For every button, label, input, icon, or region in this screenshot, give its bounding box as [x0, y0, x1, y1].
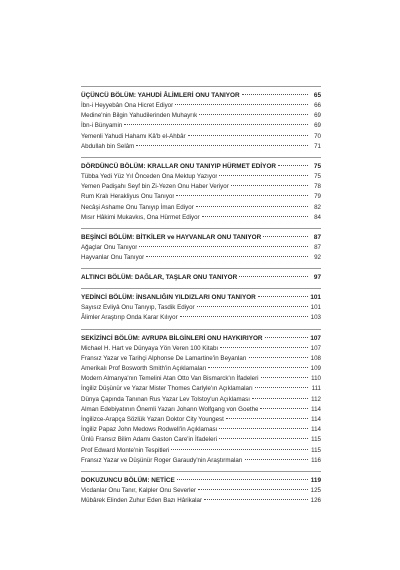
page-number: 75: [313, 162, 321, 170]
dot-leader: [239, 276, 308, 277]
page-number: 65: [313, 92, 321, 99]
toc-entry: [81, 435, 321, 445]
chapter-heading: [81, 161, 321, 172]
dot-leader: [255, 387, 308, 388]
dot-leader: [146, 256, 308, 257]
entry-title: Mısır Hâkimi Mukavkıs, Ona Hürmet Ediyor: [81, 213, 200, 221]
page-number: 71: [314, 142, 321, 150]
page-number: 79: [314, 193, 321, 201]
chapter-title: ALTINCI BÖLÜM: DAĞLAR, TAŞLAR ONU TANIYOR: [81, 274, 238, 282]
dot-leader: [175, 104, 308, 105]
page-number: 109: [310, 365, 321, 372]
dot-leader: [139, 246, 308, 247]
chapter-title: ÜÇÜNCÜ BÖLÜM: YAHUDİ ÂLİMLERİ ONU TANIYOR: [81, 92, 240, 99]
toc-entry: [81, 253, 321, 263]
toc-entry: [81, 364, 321, 374]
toc-entry: [81, 132, 321, 142]
dot-leader: [197, 306, 308, 307]
chapter-title: DÖRDÜNCÜ BÖLÜM: KRALLAR ONU TANIYIP HÜRMET EDİYOR: [81, 162, 277, 170]
page-number: 87: [314, 243, 321, 251]
entry-title: Ağaçlar Onu Tanıyor: [81, 243, 138, 251]
dot-leader: [136, 145, 308, 146]
toc-entry: [81, 142, 321, 152]
toc-entry: [81, 354, 321, 364]
chapter-title: DOKUZUNCU BÖLÜM: NETİCE: [81, 476, 175, 484]
page-number: 125: [310, 486, 321, 494]
toc-entry: [81, 425, 321, 435]
dot-leader: [263, 236, 308, 237]
dot-leader: [124, 124, 308, 125]
dot-leader: [204, 499, 308, 500]
chapter-heading: [81, 333, 321, 344]
toc-entry: [81, 172, 321, 182]
toc-entry: [81, 374, 321, 384]
entry-title: İngiliz Düşünür ve Yazar Mister Thomes Carlyle'ın Açıklamaları: [81, 385, 253, 393]
page-number: 115: [311, 436, 321, 444]
entry-title: Fransız Yazar ve Tarihçi Alphonse De Lamartine'in Beyanları: [81, 354, 247, 362]
toc-section: [81, 268, 321, 283]
chapter-title: SEKİZİNCİ BÖLÜM: AVRUPA BİLGİNLERİ ONU HAYKIRIYOR: [81, 334, 263, 342]
toc-section: [81, 329, 321, 466]
dot-leader: [278, 165, 308, 166]
entry-title: Alman Edebiyatının Önemli Yazarı Johann Wolfgang von Goethe: [81, 405, 259, 413]
dot-leader: [208, 367, 308, 368]
toc-section: [81, 228, 321, 263]
toc-entry: [81, 121, 321, 131]
dot-leader: [202, 216, 308, 217]
toc-section: [81, 86, 321, 152]
dot-leader: [177, 479, 308, 480]
toc-entry: [81, 303, 321, 313]
dot-leader: [231, 185, 308, 186]
toc-entry: [81, 415, 321, 425]
chapter-heading: [81, 272, 321, 283]
toc-entry: [81, 213, 321, 223]
toc-entry: [81, 243, 321, 253]
entry-title: Tübba Yedi Yüz Yıl Önceden Ona Mektup Yazıyor: [81, 172, 218, 180]
toc-entry: [81, 101, 321, 111]
page-number: 108: [310, 354, 321, 362]
toc-entry: [81, 486, 321, 496]
page-number: 78: [314, 183, 321, 191]
dot-leader: [261, 377, 308, 378]
toc-entry: [81, 405, 321, 415]
dot-leader: [199, 114, 308, 115]
chapter-heading: [81, 90, 321, 101]
page-number: 126: [310, 497, 321, 505]
page-number: 111: [311, 385, 321, 393]
chapter-heading: [81, 292, 321, 303]
entry-title: Sayısız Evliyâ Onu Tanıyıp, Tasdik Ediyor: [81, 304, 195, 312]
chapter-heading: [81, 232, 321, 243]
toc-entry: [81, 384, 321, 394]
dot-leader: [252, 398, 308, 399]
entry-title: Rum Kralı Herakliyus Onu Tanıyor: [81, 193, 175, 201]
entry-title: İngilizce-Arapça Sözlük Yazarı Doktor City Youngest: [81, 415, 224, 423]
toc-entry: [81, 446, 321, 456]
entry-title: Mübârek Elinden Zuhur Eden Bazı Hârikalar: [81, 497, 203, 505]
page-number: 107: [310, 344, 321, 352]
chapter-title: BEŞİNCİ BÖLÜM: BİTKİLER ve HAYVANLAR ONU TANIYOR: [81, 233, 262, 241]
dot-leader: [220, 347, 308, 348]
page-number: 112: [311, 395, 321, 403]
dot-leader: [219, 438, 308, 439]
page-number: 82: [314, 203, 321, 211]
dot-leader: [180, 316, 308, 317]
page-number: 66: [314, 102, 321, 109]
page-number: 119: [310, 476, 321, 484]
page-number: 75: [314, 172, 321, 180]
entry-title: Yemenli Yahudi Hahamı Kâ'b el-Ahbâr: [81, 132, 186, 140]
toc-section: [81, 471, 321, 506]
dot-leader: [196, 206, 308, 207]
toc-entry: [81, 111, 321, 121]
entry-title: Ünlü Fransız Bilim Adamı Gaston Care'in İfadeleri: [81, 436, 217, 444]
page-number: 116: [311, 456, 321, 464]
entry-title: Vicdanlar Onu Tanır, Kalpler Onu Severler: [81, 486, 196, 494]
entry-title: Fransız Yazar ve Düşünür Roger Garaudy'nin Araştırmaları: [81, 456, 243, 464]
entry-title: Necâşi Ashame Onu Tanıyıp İman Ediyor: [81, 203, 194, 211]
dot-leader: [258, 296, 308, 297]
dot-leader: [171, 449, 308, 450]
page-number: 92: [314, 254, 321, 262]
page-number: 70: [314, 132, 321, 140]
dot-leader: [265, 337, 308, 338]
page-number: 114: [311, 415, 321, 423]
entry-title: İbn-i Heyyebân Ona Hicret Ediyor: [81, 102, 174, 109]
dot-leader: [219, 428, 308, 429]
toc-section: [81, 288, 321, 323]
entry-title: Hayvanlar Onu Tanıyor: [81, 254, 145, 262]
page-number: 101: [310, 304, 321, 312]
entry-title: Amerikalı Prof Bosworth Smith'in Açıklamaları: [81, 365, 207, 372]
page-number: 84: [314, 213, 321, 221]
entry-title: Dünya Çapında Tanınan Rus Yazar Lev Tolstoy'un Açıklaması: [81, 395, 250, 403]
dot-leader: [176, 195, 308, 196]
toc-entry: [81, 496, 321, 506]
toc-entry: [81, 344, 321, 354]
dot-leader: [245, 459, 308, 460]
page-number: 87: [313, 233, 321, 241]
entry-title: Medine'nin Bilgin Yahudilerinden Muhayrık: [81, 112, 198, 120]
chapter-heading: [81, 475, 321, 486]
page-number: 69: [314, 112, 321, 120]
toc-entry: [81, 192, 321, 202]
entry-title: Modern Almanya'nın Temelini Atan Otto Van Bismarck'ın İfadeleri: [81, 375, 259, 383]
dot-leader: [260, 408, 308, 409]
entry-title: Michael H. Hart ve Dünyaya Yön Veren 100 Kitabı: [81, 344, 219, 352]
page-number: 103: [310, 314, 321, 322]
dot-leader: [249, 357, 308, 358]
chapter-title: YEDİNCİ BÖLÜM: İNSANLIĞIN YILDIZLARI ONU TANIYOR: [81, 294, 256, 302]
entry-title: Abdullah bin Selâm: [81, 142, 135, 150]
page-number: 114: [311, 426, 321, 434]
entry-title: İngiliz Papaz John Medows Rodwell'in Açıklaması: [81, 426, 218, 434]
page-number: 97: [313, 274, 321, 282]
dot-leader: [198, 489, 308, 490]
toc-entry: [81, 313, 321, 323]
page-number: 107: [310, 334, 321, 342]
toc-entry: [81, 395, 321, 405]
page-number: 69: [314, 122, 321, 130]
dot-leader: [226, 418, 308, 419]
dot-leader: [242, 94, 308, 95]
dot-leader: [219, 175, 308, 176]
page-number: 115: [311, 446, 321, 454]
dot-leader: [188, 135, 308, 136]
toc-entry: [81, 456, 321, 466]
toc-entry: [81, 203, 321, 213]
entry-title: Yemen Padişahı Seyf bin Zi-Yezen Onu Haber Veriyor: [81, 183, 229, 191]
page-number: 101: [310, 294, 321, 302]
page-number: 114: [311, 405, 321, 413]
entry-title: İbn-i Bünyamin: [81, 122, 123, 130]
entry-title: Âlimler Araştırıp Onda Karar Kılıyor: [81, 314, 178, 322]
table-of-contents: [81, 86, 321, 511]
page-number: 110: [311, 375, 321, 383]
toc-entry: [81, 182, 321, 192]
toc-section: [81, 157, 321, 223]
entry-title: Prof Edward Monte'nin Tespitleri: [81, 446, 170, 454]
